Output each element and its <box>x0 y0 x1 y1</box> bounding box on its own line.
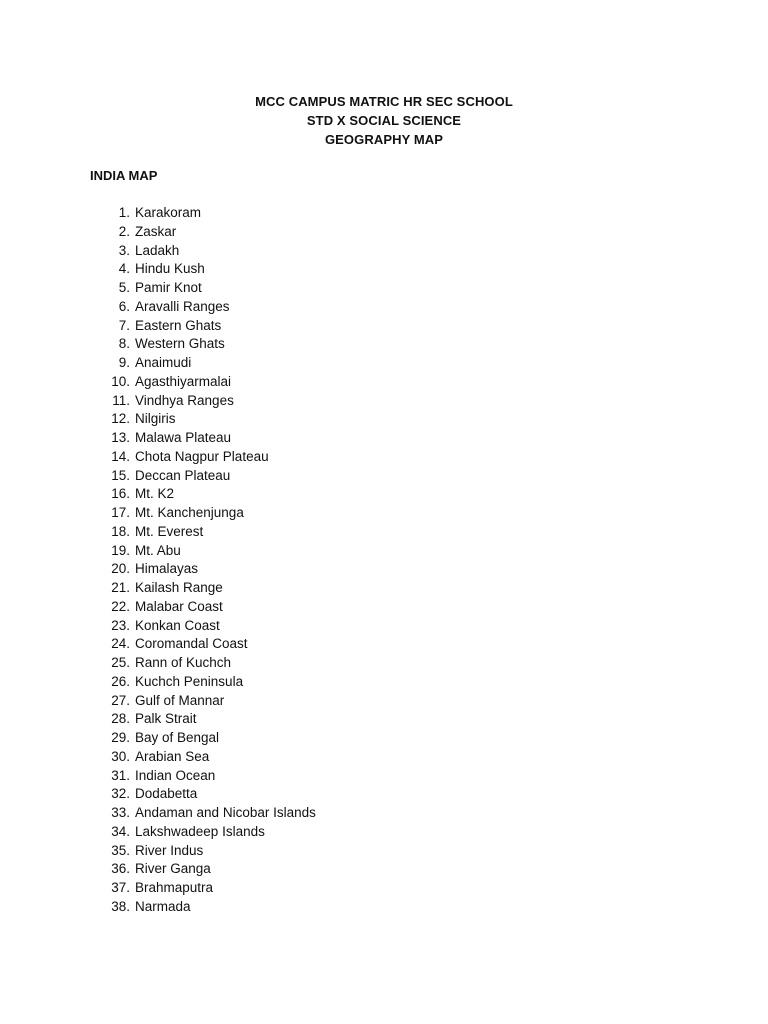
list-item-number: 7. <box>118 317 130 333</box>
list-item-number: 27. <box>111 692 130 708</box>
list-item-number: 8. <box>118 336 130 352</box>
list-item-number: 31. <box>111 767 130 783</box>
list-item-number: 23. <box>111 617 130 633</box>
school-name: MCC CAMPUS MATRIC HR SEC SCHOOL <box>255 94 513 109</box>
list-item-label: Narmada <box>135 898 191 914</box>
list-item-label: Kuchch Peninsula <box>135 673 244 689</box>
list-item-number: 14. <box>111 448 130 464</box>
list-item-number: 6. <box>118 298 130 314</box>
list-item-number: 15. <box>111 467 130 483</box>
list-item-number: 3. <box>118 242 130 258</box>
list-item-label: Rann of Kuchch <box>135 655 232 670</box>
list-item-label: Agasthiyarmalai <box>135 373 232 389</box>
list-item-number: 16. <box>111 486 130 502</box>
list-item-number: 25. <box>111 655 130 670</box>
list-item-number: 20. <box>111 561 130 577</box>
list-item-label: Nilgiris <box>135 411 176 427</box>
list-item-label: Bay of Bengal <box>135 730 220 745</box>
document-header <box>0 92 768 149</box>
list-item-number: 21. <box>111 580 130 595</box>
list-item-label: Mt. Everest <box>135 523 204 539</box>
list-item-label: Palk Strait <box>135 711 197 727</box>
list-item-number: 35. <box>111 842 130 858</box>
list-item-number: 12. <box>111 411 130 427</box>
list-item-number: 4. <box>118 261 130 277</box>
list-item-label: Gulf of Mannar <box>135 692 225 708</box>
list-item-label: Malawa Plateau <box>135 430 232 445</box>
list-item-label: Pamir Knot <box>135 280 202 295</box>
list-item-number: 10. <box>111 373 130 389</box>
list-item-number: 5. <box>118 280 130 295</box>
class-subject: STD X SOCIAL SCIENCE <box>306 113 462 128</box>
list-item-number: 9. <box>118 355 130 370</box>
list-item-number: 13. <box>111 430 130 445</box>
list-item-label: Indian Ocean <box>135 767 216 783</box>
list-item-number: 33. <box>111 805 130 820</box>
list-item-label: Malabar Coast <box>135 598 223 614</box>
list-item-label: Vindhya Ranges <box>135 392 234 408</box>
list-item-label: Mt. Abu <box>135 542 181 558</box>
list-item-label: River Ganga <box>135 861 211 877</box>
section-title: INDIA MAP <box>90 168 158 183</box>
list-item-number: 28. <box>111 711 130 727</box>
list-item-label: Chota Nagpur Plateau <box>135 448 269 464</box>
list-item-number: 22. <box>111 598 130 614</box>
list-item-label: Karakoram <box>135 205 202 220</box>
list-item-number: 19. <box>111 542 130 558</box>
list-item-number: 34. <box>111 823 130 839</box>
list-item-label: Himalayas <box>135 561 199 577</box>
list-item-label: Konkan Coast <box>135 617 220 633</box>
list-item-label: Brahmaputra <box>135 880 214 895</box>
list-item-number: 32. <box>111 786 130 802</box>
list-item-label: Andaman and Nicobar Islands <box>135 805 316 820</box>
list-item-label: Mt. K2 <box>135 486 175 502</box>
list-item-number: 38. <box>111 898 130 914</box>
list-item-label: Coromandal Coast <box>135 636 248 652</box>
list-item-label: Anaimudi <box>135 355 192 370</box>
list-item-label: Lakshwadeep Islands <box>135 823 265 839</box>
list-item-number: 11. <box>112 392 130 408</box>
list-item-label: Mt. Kanchenjunga <box>135 505 244 520</box>
list-item-number: 1. <box>118 205 130 220</box>
list-item-label: Eastern Ghats <box>135 317 222 333</box>
list-item-number: 18. <box>111 523 130 539</box>
list-item-label: Ladakh <box>135 242 180 258</box>
list-item-label: Arabian Sea <box>135 748 210 764</box>
list-item-label: Western Ghats <box>135 336 225 352</box>
list-item-label: Zaskar <box>135 223 177 239</box>
list-item-label: Deccan Plateau <box>135 467 231 483</box>
list-item-number: 37. <box>111 880 130 895</box>
list-item-number: 30. <box>111 748 130 764</box>
list-item-number: 17. <box>111 505 130 520</box>
topic-title: GEOGRAPHY MAP <box>324 132 444 147</box>
list-item-label: Hindu Kush <box>135 261 205 277</box>
list-item-label: Kailash Range <box>135 580 223 595</box>
list-item-number: 2. <box>118 223 130 239</box>
list-item-number: 36. <box>111 861 130 877</box>
list-item-label: Aravalli Ranges <box>135 298 230 314</box>
list-item-label: River Indus <box>135 842 204 858</box>
list-item-label: Dodabetta <box>135 786 198 802</box>
list-item-number: 24. <box>111 636 130 652</box>
list-item-number: 26. <box>111 673 130 689</box>
list-item-number: 29. <box>111 730 130 745</box>
